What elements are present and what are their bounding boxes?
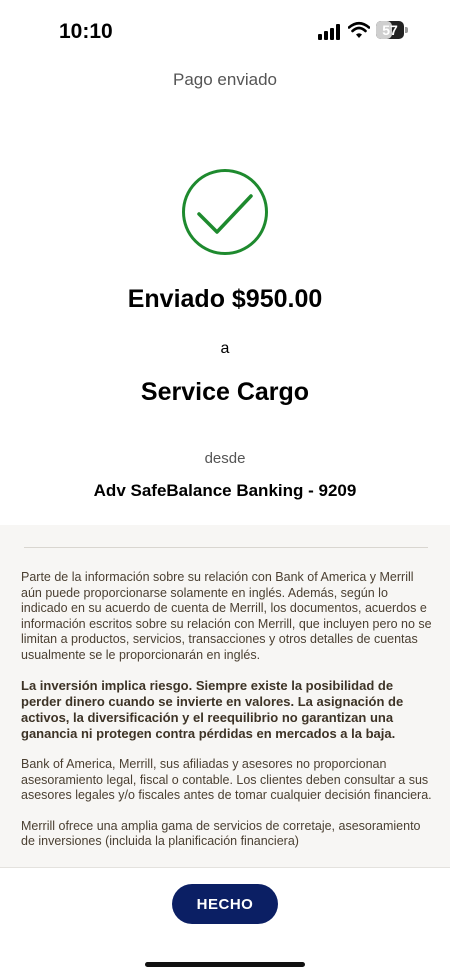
cellular-signal-icon: [318, 24, 342, 40]
recipient-name: Service Cargo: [140, 378, 310, 406]
success-checkmark-icon: [181, 168, 269, 256]
disclosure-legal-advice: Bank of America, Merrill, sus afiliadas y asesores no proporcionan asesoramiento legal, fiscal o contable. Los clientes deben consultar a sus asesores legales y/o fiscales antes de tomar cualquier decisión financiera.: [21, 757, 432, 802]
disclosure-services: Merrill ofrece una amplia gama de servicios de corretaje, asesoramiento de inversiones (incluida la planificación financiera): [21, 818, 421, 848]
home-indicator: [145, 962, 305, 967]
divider: [24, 547, 428, 548]
battery-icon: [376, 21, 409, 39]
disclosure-scroll-area[interactable]: [0, 525, 450, 867]
sent-amount: Enviado $950.00: [127, 285, 323, 313]
wifi-icon: [348, 21, 370, 39]
to-label: a: [220, 340, 230, 357]
status-bar: [0, 0, 450, 60]
done-button[interactable]: HECHO: [172, 884, 278, 924]
from-label: desde: [204, 450, 246, 467]
disclosure-risk: La inversión implica riesgo. Siempre existe la posibilidad de perder dinero cuando se invierte en valores. La asignación de activos, la diversificación y el reequilibrio no garantizan una ganancia ni protegen contra pérdidas en mercados a la baja.: [21, 678, 404, 741]
source-account: Adv SafeBalance Banking - 9209: [93, 481, 357, 500]
disclosure-language: Parte de la información sobre su relación con Bank of America y Merrill aún puede proporcionarse solamente en inglés. Además, según lo indicado en su acuerdo de cuenta de Merrill, los documentos, acuerdos e información escritos sobre su relación con Merrill, que incluyen pero no se limitan a productos, servicios, transacciones y otros detalles de cuentas usualmente se le proporcionarán en inglés.: [21, 570, 432, 662]
page-title: Pago enviado: [173, 70, 277, 89]
battery-level: 57: [382, 22, 398, 38]
disclosure-text: [21, 570, 433, 865]
status-time: 10:10: [59, 20, 113, 43]
footer: [0, 867, 450, 976]
